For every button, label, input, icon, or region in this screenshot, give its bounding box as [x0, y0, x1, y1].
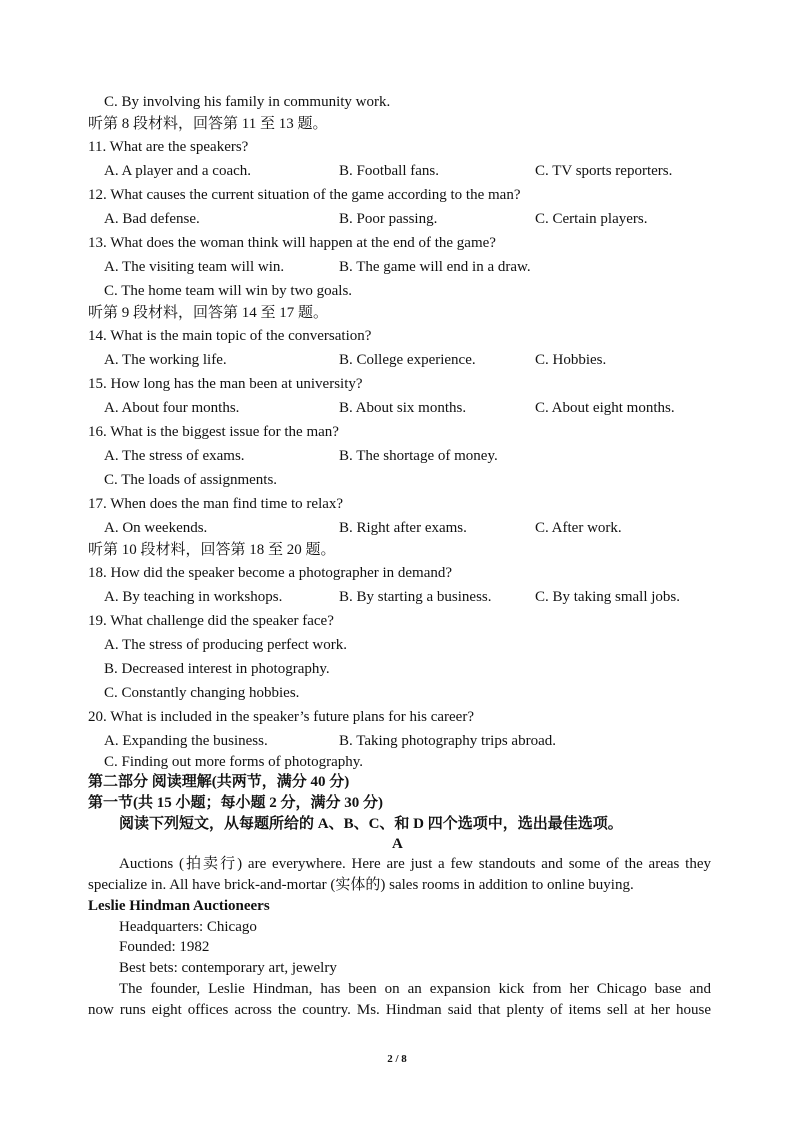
question-12: 12. What causes the current situation of the game according to the man?: [88, 187, 521, 203]
option-19c: C. Constantly changing hobbies.: [104, 685, 300, 701]
option-20c: C. Finding out more forms of photography.: [104, 754, 364, 770]
question-11: 11. What are the speakers?: [88, 139, 249, 155]
option-13a: A. The visiting team will win.: [104, 259, 285, 275]
option-18c: C. By taking small jobs.: [535, 589, 681, 605]
question-18: 18. How did the speaker become a photographer in demand?: [88, 565, 453, 581]
option-13b: B. The game will end in a draw.: [339, 259, 531, 275]
question-15: 15. How long has the man been at university?: [88, 376, 363, 392]
option-17c: C. After work.: [535, 520, 622, 536]
option-11b: B. Football fans.: [339, 163, 439, 179]
option-12c: C. Certain players.: [535, 211, 648, 227]
question-13: 13. What does the woman think will happen at the end of the game?: [88, 235, 496, 251]
question-20: 20. What is included in the speaker’s future plans for his career?: [88, 709, 474, 725]
part-title: 第二部分 阅读理解(共两节，满分 40 分): [88, 774, 350, 790]
option-16b: B. The shortage of money.: [339, 448, 498, 464]
intro-paragraph-line: specialize in. All have brick-and-mortar (实体的) sales rooms in addition to online buying.: [88, 877, 634, 893]
instruction: 阅读下列短文，从每题所给的 A、B、C、和 D 四个选项中，选出最佳选项。: [119, 816, 623, 832]
body-paragraph-line: now runs eight offices across the country. Ms. Hindman said that plenty of items sell at her house: [88, 1002, 711, 1018]
question-17: 17. When does the man find time to relax?: [88, 496, 344, 512]
question-19: 19. What challenge did the speaker face?: [88, 613, 334, 629]
founded-line: Founded: 1982: [119, 939, 210, 955]
section-intro: 听第 8 段材料，回答第 11 至 13 题。: [88, 116, 328, 132]
option-15a: A. About four months.: [104, 400, 240, 416]
intro-paragraph-line: Auctions (拍卖行) are everywhere. Here are just a few standouts and some of the areas they: [119, 856, 711, 872]
best-bets-line: Best bets: contemporary art, jewelry: [119, 960, 337, 976]
option-16c: C. The loads of assignments.: [104, 472, 278, 488]
headquarters-line: Headquarters: Chicago: [119, 919, 257, 935]
option-20b: B. Taking photography trips abroad.: [339, 733, 556, 749]
question-16: 16. What is the biggest issue for the man?: [88, 424, 339, 440]
option-13c: C. The home team will win by two goals.: [104, 283, 353, 299]
option-18a: A. By teaching in workshops.: [104, 589, 283, 605]
body-paragraph-line: The founder, Leslie Hindman, has been on an expansion kick from her Chicago base and: [119, 981, 711, 997]
option-12b: B. Poor passing.: [339, 211, 438, 227]
option-14c: C. Hobbies.: [535, 352, 607, 368]
option-16a: A. The stress of exams.: [104, 448, 245, 464]
option-15c: C. About eight months.: [535, 400, 675, 416]
option-11c: C. TV sports reporters.: [535, 163, 673, 179]
passage-label: A: [392, 836, 403, 852]
option-19a: A. The stress of producing perfect work.: [104, 637, 347, 653]
option-17a: A. On weekends.: [104, 520, 208, 536]
section-title: 第一节(共 15 小题；每小题 2 分，满分 30 分): [88, 795, 383, 811]
option-20a: A. Expanding the business.: [104, 733, 268, 749]
page-number: 2 / 8: [387, 1053, 407, 1065]
section-intro: 听第 9 段材料，回答第 14 至 17 题。: [88, 305, 329, 321]
option-15b: B. About six months.: [339, 400, 467, 416]
option-19b: B. Decreased interest in photography.: [104, 661, 330, 677]
section-intro: 听第 10 段材料，回答第 18 至 20 题。: [88, 542, 336, 558]
option-14b: B. College experience.: [339, 352, 476, 368]
question-14: 14. What is the main topic of the conversation?: [88, 328, 372, 344]
option-18b: B. By starting a business.: [339, 589, 492, 605]
company-heading: Leslie Hindman Auctioneers: [88, 898, 270, 914]
option-line: C. By involving his family in community work.: [104, 94, 391, 110]
option-11a: A. A player and a coach.: [104, 163, 252, 179]
option-17b: B. Right after exams.: [339, 520, 467, 536]
option-12a: A. Bad defense.: [104, 211, 200, 227]
option-14a: A. The working life.: [104, 352, 227, 368]
